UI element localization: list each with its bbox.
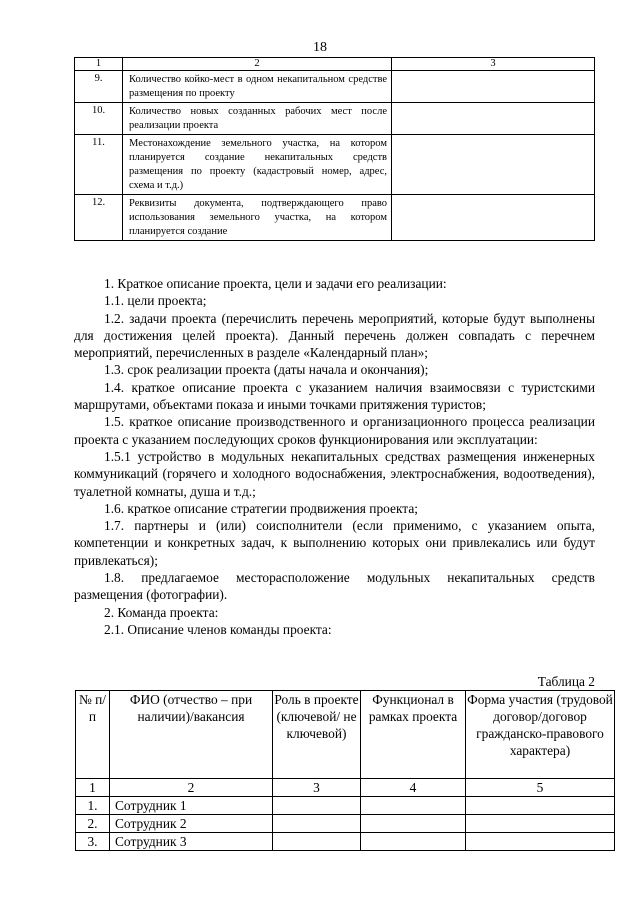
table-row [75,103,595,135]
empty-cell [361,797,466,815]
employee-name: Сотрудник 2 [110,815,273,833]
table-row [76,833,615,851]
row-value [392,103,595,135]
body-text [74,275,595,638]
paragraph: 1.6. краткое описание стратегии продвижения проекта; [104,500,418,516]
paragraph: 1.4. краткое описание проекта с указанием наличия взаимосвязи с туристскими маршрутами, объектами показа и иными точками притяжения туристов; [74,379,595,413]
team-table [75,690,615,851]
column-number: 2 [110,779,273,797]
paragraph: 2.1. Описание членов команды проекта: [104,621,332,637]
paragraph: 1.3. срок реализации проекта (даты начала и окончания); [104,362,429,378]
row-value [392,135,595,195]
header-cell: Функционал в рамках проекта [361,691,466,779]
paragraph: 1. Краткое описание проекта, цели и задачи его реализации: [104,276,447,291]
row-value [392,71,595,103]
table-header-row [75,58,595,71]
row-text: Местонахождение земельного участка, на котором планируется создание некапитальных средств размещения по проекту (кадастровый номер, адрес, схема и т.д.) [123,135,392,195]
paragraph: 2. Команда проекта: [104,604,219,620]
table-header-row [76,691,615,779]
empty-cell [273,833,361,851]
row-number: 1. [76,797,110,815]
row-number: 12. [75,195,123,241]
header-cell: 3 [392,58,595,71]
table-row [76,815,615,833]
column-number: 5 [466,779,615,797]
paragraph: 1.8. предлагаемое месторасположение модульных некапитальных средств размещения (фотографии). [74,570,595,603]
empty-cell [361,815,466,833]
column-number: 3 [273,779,361,797]
paragraph: 1.2. задачи проекта (перечислить перечень мероприятий, которые будут выполнены для достижения целей проекта). Данный перечень должен совпадать с перечнем мероприятий, перечисленных в разделе «Календарный план»; [74,310,595,361]
indicators-table [74,57,595,241]
empty-cell [466,797,615,815]
row-text: Количество новых созданных рабочих мест после реализации проекта [123,103,392,135]
row-number: 3. [76,833,110,851]
row-text: Реквизиты документа, подтверждающего право использования земельного участка, на котором планируется создание [123,195,392,241]
header-cell: ФИО (отчество – при наличии)/вакансия [110,691,273,779]
table-caption: Таблица 2 [537,674,595,689]
paragraph: 1.1. цели проекта; [104,293,207,309]
row-value [392,195,595,241]
column-number-row [76,779,615,797]
empty-cell [273,815,361,833]
table-row [75,195,595,241]
table-row [76,797,615,815]
empty-cell [361,833,466,851]
empty-cell [466,833,615,851]
employee-name: Сотрудник 1 [110,797,273,815]
employee-name: Сотрудник 3 [110,833,273,851]
table-row [75,71,595,103]
page-number: 18 [313,40,327,55]
table-row [75,135,595,195]
row-number: 10. [75,103,123,135]
header-cell: 2 [123,58,392,71]
row-number: 2. [76,815,110,833]
header-cell: 1 [75,58,123,71]
paragraph: 1.5.1 устройство в модульных некапитальных средствах размещения инженерных коммуникаций (горячего и холодного водоснабжения, электроснабжения, водоотведения), туалетной комнаты, душа и т.д.; [74,448,595,499]
empty-cell [273,797,361,815]
row-text: Количество койко-мест в одном некапитальном средстве размещения по проекту [123,71,392,103]
column-number: 4 [361,779,466,797]
header-cell: Роль в проекте (ключевой/ не ключевой) [273,691,361,779]
row-number: 9. [75,71,123,103]
row-number: 11. [75,135,123,195]
empty-cell [466,815,615,833]
paragraph: 1.5. краткое описание производственного и организационного процесса реализации проекта с указанием последующих сроков функционирования или эксплуатации: [74,414,595,447]
header-cell: Форма участия (трудовой договор/договор гражданско-правового характера) [466,691,615,779]
column-number: 1 [76,779,110,797]
header-cell: № п/п [76,691,110,779]
paragraph: 1.7. партнеры и (или) соисполнители (если применимо, с указанием опыта, компетенции и конкретных задач, к выполнению которых они привлекались или будут привлекаться); [74,518,595,568]
